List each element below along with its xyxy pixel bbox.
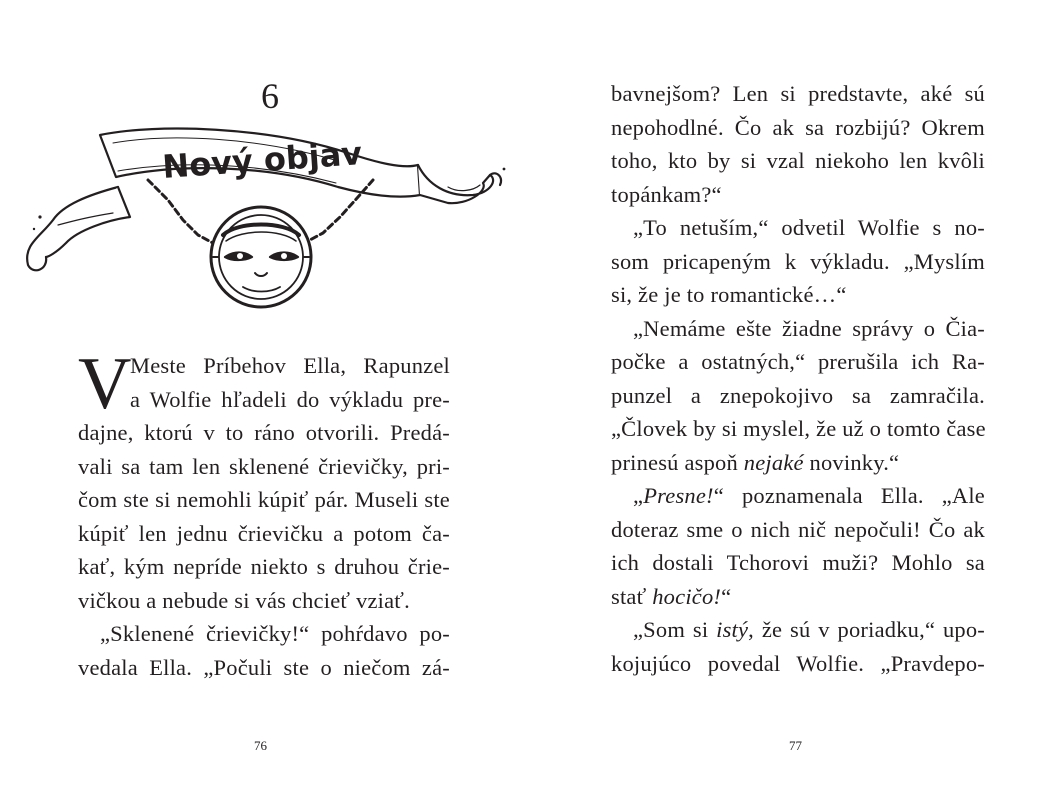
page-number-left: 76 <box>254 738 267 753</box>
text-line: som pricapeným k výkladu. „Myslím <box>611 248 985 274</box>
chapter-banner-illustration <box>18 125 508 325</box>
text-line: bavnejšom? Len si predstavte, aké sú <box>611 81 985 106</box>
italic-run: istý <box>716 617 749 642</box>
text-line: Meste Príbehov Ella, Rapunzel <box>130 353 450 378</box>
text-line: punzel a znepokojivo sa zamračila. <box>611 382 985 408</box>
text-line: „To netuším,“ odvetil Wolfie s no- <box>633 215 985 240</box>
text-line: „Sklenené črievičky!“ pohŕdavo po- <box>100 621 450 646</box>
text-run: prinesú aspoň <box>611 449 744 475</box>
text-line: si, že je to romantické…“ <box>611 282 847 307</box>
text-line <box>611 613 985 647</box>
chapter-number: 6 <box>261 76 279 116</box>
text-run: , že sú v poriadku,“ upo- <box>748 617 985 642</box>
italic-run: hocičo! <box>652 583 722 609</box>
text-run: „ <box>633 483 644 508</box>
italic-run: nejaké <box>743 449 804 475</box>
text-line: doteraz sme o nich nič nepočuli! Čo ak <box>611 516 985 542</box>
text-line: „Človek by si myslel, že už o tomto čase <box>611 416 986 441</box>
text-line: toho, kto by si vzal niekoho len kvôli <box>611 148 985 173</box>
page-number-right: 77 <box>789 738 802 753</box>
text-run: “ poznamenala Ella. „Ale <box>713 483 985 508</box>
text-line: ich dostali Tchorovi muži? Mohlo sa <box>611 550 985 575</box>
text-run: “ <box>721 583 732 609</box>
drop-cap: V <box>78 343 132 425</box>
text-line <box>611 479 985 513</box>
text-line: kať, kým nepríde niekto s druhou črie- <box>78 554 450 579</box>
text-line: topánkam?“ <box>611 181 722 207</box>
text-line <box>611 446 985 480</box>
text-run: novinky.“ <box>803 449 900 475</box>
text-line: kojujúco povedal Wolfie. „Pravdepo- <box>611 650 985 676</box>
right-page-text <box>611 77 985 680</box>
left-page-text <box>78 343 450 684</box>
text-line: vedala Ella. „Počuli ste o niečom zá- <box>78 654 450 680</box>
text-line: vičkou a nebude si vás chcieť vziať. <box>78 587 410 613</box>
italic-run: Presne! <box>643 483 714 508</box>
text-line: čom ste si nemohli kúpiť pár. Museli ste <box>78 487 450 512</box>
text-line: „Nemáme ešte žiadne správy o Čia- <box>633 315 985 341</box>
text-line: a Wolfie hľadeli do výkladu pre- <box>130 386 450 412</box>
text-run: „Som si <box>633 617 717 642</box>
text-line: vali sa tam len sklenené črievičky, pri- <box>78 453 450 479</box>
chapter-title: Nový objav <box>161 134 364 186</box>
text-line: počke a ostatných,“ prerušila ich Ra- <box>611 349 985 374</box>
text-line: dajne, ktorú v to ráno otvorili. Predá- <box>78 420 450 445</box>
text-line: nepohodlné. Čo ak sa rozbijú? Okrem <box>611 114 985 140</box>
text-line: kúpiť len jednu črievičku a potom ča- <box>78 520 450 546</box>
text-run: stať <box>611 583 653 609</box>
text-line <box>611 580 985 614</box>
